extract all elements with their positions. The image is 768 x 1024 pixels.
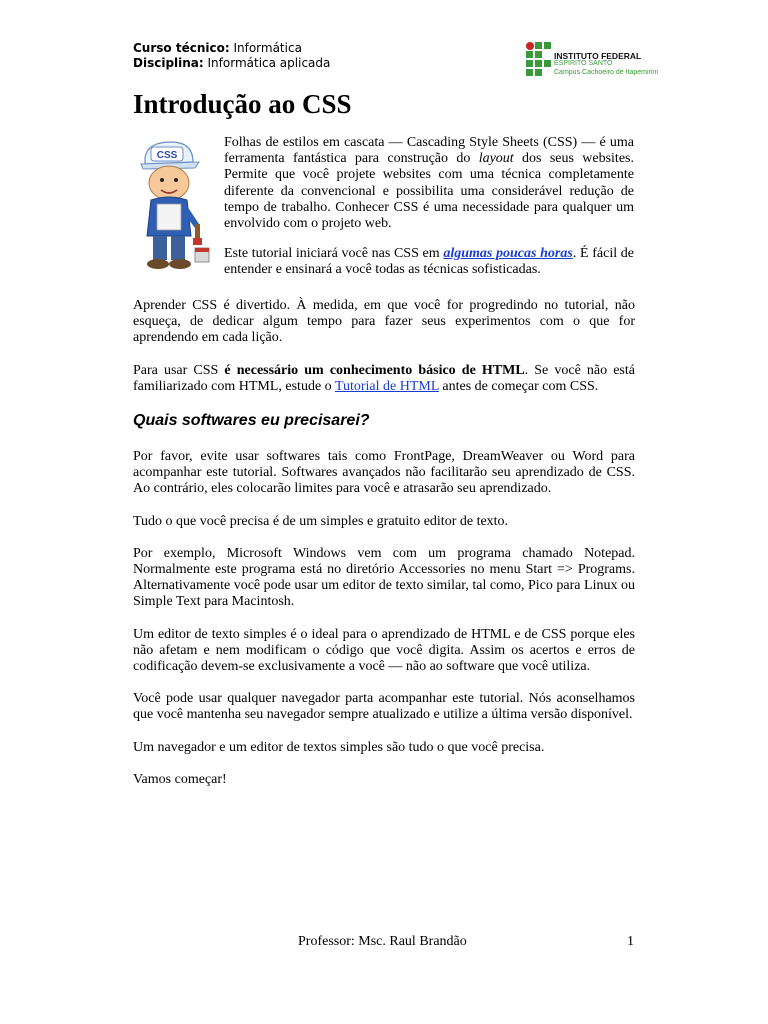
section-heading-software: Quais softwares eu precisarei?: [133, 412, 370, 430]
course-line: [133, 41, 330, 56]
logo-mark-icon: [526, 42, 552, 80]
discipline-value: Informática aplicada: [203, 56, 331, 70]
paragraph-lets-start: Vamos começar!: [133, 771, 227, 787]
discipline-label: Disciplina:: [133, 56, 204, 70]
html-tutorial-link[interactable]: Tutorial de HTML: [334, 378, 439, 394]
page-number: 1: [627, 934, 634, 949]
institution-logo: [526, 42, 659, 82]
course-label: Curso técnico:: [133, 41, 230, 55]
paragraph-text-editor: Tudo o que você precisa é de um simples e gratuito editor de texto.: [133, 513, 509, 529]
paragraph-fun: Aprender CSS é divertido. À medida, em que você for progredindo no tutorial, não esqueça, de dedicar algum tempo para fazer seus experimentos com o que for aprendendo em cada lição.: [133, 298, 635, 346]
paragraph-browser: Você pode usar qualquer navegador parta acompanhar este tutorial. Nós aconselhamos que você mantenha seu navegador sempre atualizado e utilize a última versão disponível.: [133, 691, 635, 723]
page-title: Introdução ao CSS: [133, 89, 352, 119]
logo-line-2: ESPÍRITO SANTO: [554, 60, 613, 67]
layout-emphasis: layout: [478, 151, 514, 167]
paragraph-simple-editor: Um editor de texto simples é o ideal para o aprendizado de HTML e de CSS porque eles não afetam e nem modificam o código que você digita. Assim os acertos e erros de codificação devem-se exclusivamente a você — não ao software que você utiliza.: [133, 626, 635, 675]
paragraph-requirements: Para usar CSS é necessário um conhecimento básico de HTML. Se você não está familiarizado com HTML, estude o Tutorial de HTML antes de começar com CSS.: [133, 362, 635, 394]
few-hours-link[interactable]: algumas poucas horas: [443, 246, 573, 262]
intro-paragraph-1: Folhas de estilos em cascata — Cascading Style Sheets (CSS) — é uma ferramenta fantástica para construção do layout dos seus websites. Permite que você projete websites com uma técnica completamente diferente da convencional e possibilita uma considerável redução de tempo de trabalho. Conhecer CSS é uma necessidade para qualquer um envolvido com o projeto web.: [224, 135, 634, 232]
intro-paragraph-2: Este tutorial iniciará você nas CSS em algumas poucas horas. É fácil de entender e ensinará a você todas as técnicas sofisticadas.: [224, 246, 634, 278]
discipline-line: [133, 56, 330, 71]
paragraph-avoid-software: Por favor, evite usar softwares tais como FrontPage, DreamWeaver ou Word para acompanhar este tutorial. Softwares avançados não facilitarão seu aprendizado de CSS. Ao contrário, eles colocarão limites para você e atrasarão seu aprendizado.: [133, 449, 635, 497]
intro-section: [224, 135, 634, 293]
logo-line-1: INSTITUTO FEDERAL: [554, 51, 642, 61]
course-value: Informática: [229, 41, 302, 55]
css-painter-mascot-icon: [133, 138, 213, 273]
paragraph-notepad-example: Por exemplo, Microsoft Windows vem com um programa chamado Notepad. Normalmente este programa está no diretório Accessories no menu Start => Programs. Alternativamente você pode usar um editor de texto similar, tal como, Pico para Linux ou Simple Text para Macintosh.: [133, 545, 635, 610]
footer-professor: Professor: Msc. Raul Brandão: [298, 934, 467, 949]
logo-line-3: Campus Cachoeiro de Itapemirim: [554, 69, 659, 76]
paragraph-summary: Um navegador e um editor de textos simples são tudo o que você precisa.: [133, 739, 545, 755]
mascot-badge: CSS: [156, 150, 178, 161]
html-requirement-bold: é necessário um conhecimento básico de HTML: [224, 362, 525, 378]
document-header: [133, 41, 330, 71]
main-content: [133, 298, 635, 804]
